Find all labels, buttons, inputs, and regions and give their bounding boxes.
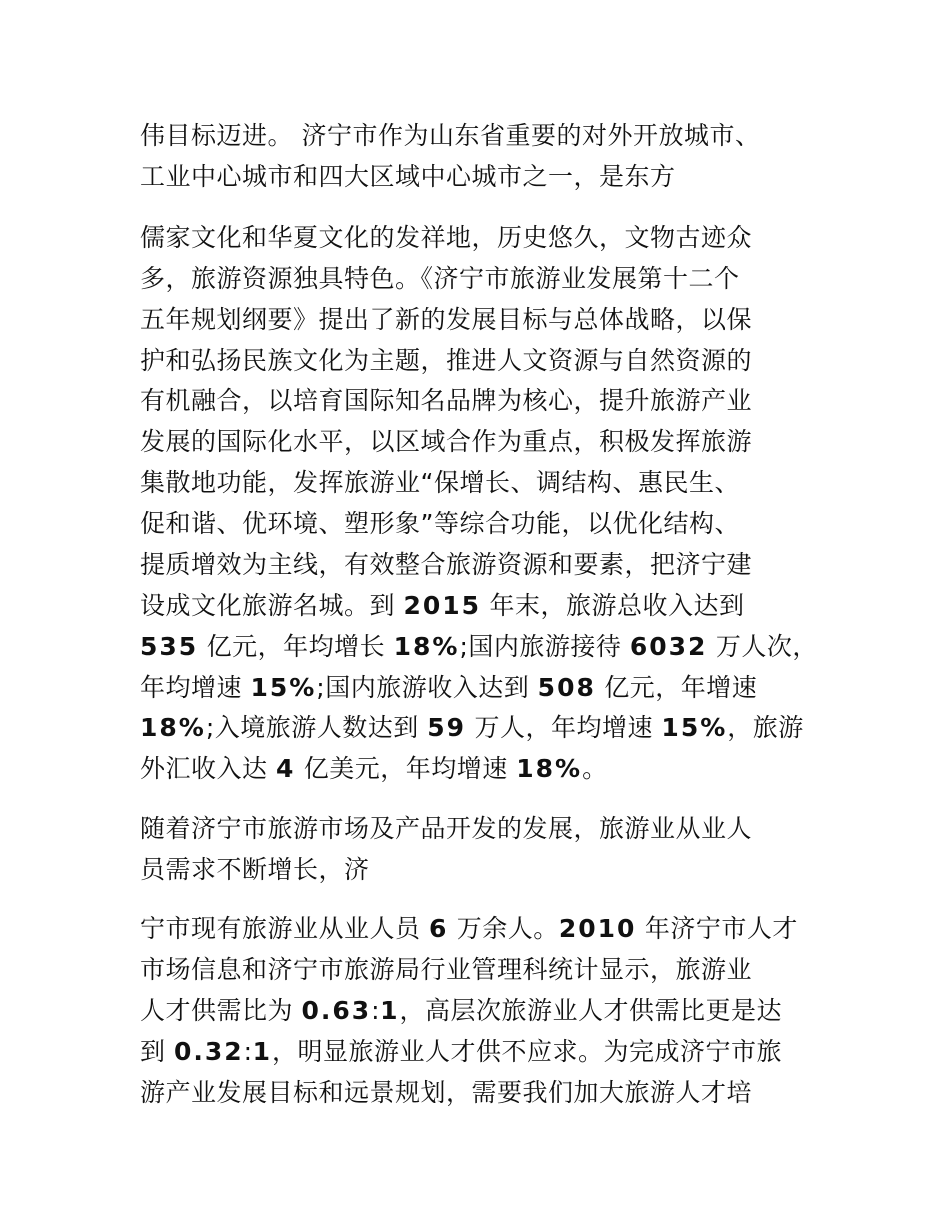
text-line: 人才供需比为 0.63:1，高层次旅游业人才供需比更是达 [140, 996, 782, 1025]
text-line: 随着济宁市旅游市场及产品开发的发展，旅游业从业人 [140, 814, 753, 843]
text-line: 535 亿元，年均增长 18%;国内旅游接待 6032 万人次， [140, 632, 818, 661]
text-line: 员需求不断增长，济 [140, 855, 370, 884]
text-line: 市场信息和济宁市旅游局行业管理科统计显示，旅游业 [140, 955, 753, 984]
text-line: 设成文化旅游名城。到 2015 年末，旅游总收入达到 [140, 591, 745, 620]
text-line: 到 0.32:1，明显旅游业人才供不应求。为完成济宁市旅 [140, 1037, 782, 1066]
text-line: 年均增速 15%;国内旅游收入达到 508 亿元，年增速 [140, 673, 758, 702]
text-line: 提质增效为主线，有效整合旅游资源和要素，把济宁建 [140, 550, 753, 579]
text-line: 18%;入境旅游人数达到 59 万人，年均增速 15%，旅游 [140, 713, 804, 742]
text-line: 宁市现有旅游业从业人员 6 万余人。2010 年济宁市人才 [140, 914, 798, 943]
text-line: 促和谐、优环境、塑形象”等综合功能，以优化结构、 [140, 509, 740, 538]
text-line: 五年规划纲要》提出了新的发展目标与总体战略，以保 [140, 305, 753, 334]
text-line: 外汇收入达 4 亿美元，年均增速 18%。 [140, 754, 608, 783]
text-line: 伟目标迈进。 济宁市作为山东省重要的对外开放城市、 [140, 121, 761, 150]
text-line: 发展的国际化水平，以区域合作为重点，积极发挥旅游 [140, 427, 753, 456]
text-line: 集散地功能，发挥旅游业“保增长、调结构、惠民生、 [140, 468, 740, 497]
text-line: 游产业发展目标和远景规划，需要我们加大旅游人才培 [140, 1078, 753, 1107]
text-line: 护和弘扬民族文化为主题，推进人文资源与自然资源的 [140, 346, 753, 375]
text-line: 儒家文化和华夏文化的发祥地，历史悠久，文物古迹众 [140, 223, 753, 252]
text-line: 工业中心城市和四大区域中心城市之一，是东方 [140, 162, 676, 191]
text-line: 有机融合，以培育国际知名品牌为核心，提升旅游产业 [140, 386, 753, 415]
text-line: 多，旅游资源独具特色。《济宁市旅游业发展第十二个 [140, 264, 740, 293]
